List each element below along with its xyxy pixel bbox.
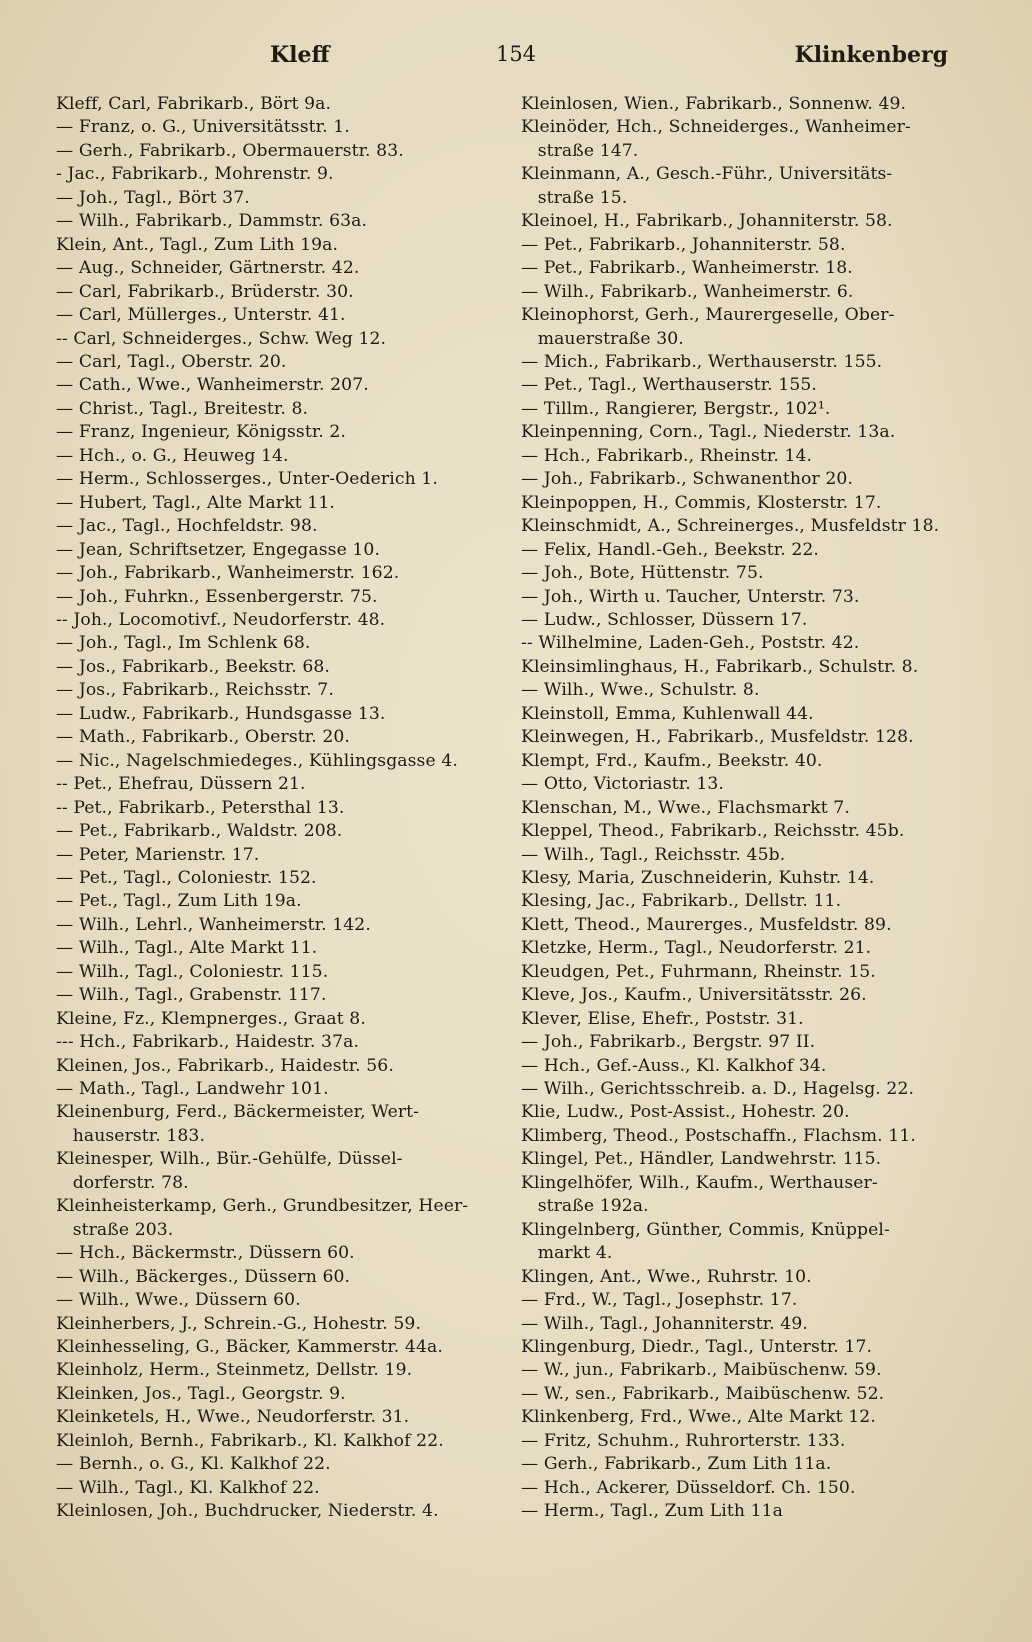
directory-entry: — Joh., Fabrikarb., Wanheimerstr. 162. [56,563,400,584]
directory-entry: Klesing, Jac., Fabrikarb., Dellstr. 11. [521,891,842,912]
directory-entry: -- Pet., Ehefrau, Düssern 21. [56,774,306,795]
directory-entry: Klingelhöfer, Wilh., Kaufm., Werthauser- [521,1172,878,1193]
directory-entry: — Felix, Handl.-Geh., Beekstr. 22. [521,539,819,560]
directory-entry: — Wilh., Wwe., Düssern 60. [56,1290,301,1311]
directory-entry: — Christ., Tagl., Breitestr. 8. [56,398,309,419]
directory-entry: -- Wilhelmine, Laden-Geh., Poststr. 42. [521,633,860,654]
directory-entry: — Math., Fabrikarb., Oberstr. 20. [56,727,350,748]
header-left-keyword: Kleff [270,42,330,68]
directory-entry: — Wilh., Tagl., Coloniestr. 115. [56,961,329,982]
directory-entry: — Cath., Wwe., Wanheimerstr. 207. [56,375,369,396]
directory-entry: — Peter, Marienstr. 17. [56,844,260,865]
directory-entry: — Wilh., Lehrl., Wanheimerstr. 142. [56,914,371,935]
directory-entry: — Joh., Fabrikarb., Schwanenthor 20. [521,469,854,490]
directory-entry: — Hch., o. G., Heuweg 14. [56,445,289,466]
directory-entry: Kleinpenning, Corn., Tagl., Niederstr. 13a. [521,422,896,443]
directory-entry: Klingen, Ant., Wwe., Ruhrstr. 10. [521,1266,812,1287]
directory-entry: — Hch., Ackerer, Düsseldorf. Ch. 150. [521,1477,856,1498]
directory-entry: hauserstr. 183. [56,1125,206,1146]
directory-entry: Kleppel, Theod., Fabrikarb., Reichsstr. 45b. [521,821,905,842]
directory-entry: Kleinen, Jos., Fabrikarb., Haidestr. 56. [56,1055,394,1076]
directory-entry: Klingelnberg, Günther, Commis, Knüppel- [521,1219,890,1240]
directory-entry: Kleinherbers, J., Schrein.-G., Hohestr. 59. [56,1313,422,1334]
directory-entry: — Pet., Fabrikarb., Waldstr. 208. [56,821,343,842]
directory-entry: — Gerh., Fabrikarb., Obermauerstr. 83. [56,140,404,161]
directory-entry: — Franz, Ingenieur, Königsstr. 2. [56,422,346,443]
directory-entry: Kleinenburg, Ferd., Bäckermeister, Wert- [56,1102,420,1123]
directory-entry: — Otto, Victoriastr. 13. [521,774,724,795]
directory-entry: Klingel, Pet., Händler, Landwehrstr. 115. [521,1149,882,1170]
directory-entry: — Joh., Bote, Hüttenstr. 75. [521,563,764,584]
directory-entry: dorferstr. 78. [56,1172,189,1193]
directory-entry: Klett, Theod., Maurerges., Musfeldstr. 89. [521,914,892,935]
directory-entry: — Pet., Fabrikarb., Wanheimerstr. 18. [521,258,853,279]
directory-entry: straße 203. [56,1219,174,1240]
header-right-keyword: Klinkenberg [794,42,948,68]
directory-entry: — Joh., Fabrikarb., Bergstr. 97 II. [521,1032,816,1053]
right-column [521,93,981,1524]
directory-entry: - Jac., Fabrikarb., Mohrenstr. 9. [56,164,334,185]
page-header [52,42,980,76]
directory-entry: — Franz, o. G., Universitätsstr. 1. [56,117,350,138]
directory-entry: Kletzke, Herm., Tagl., Neudorferstr. 21. [521,938,872,959]
directory-entry: straße 192a. [521,1196,649,1217]
directory-entry: — Bernh., o. G., Kl. Kalkhof 22. [56,1454,331,1475]
directory-entry: Kleinstoll, Emma, Kuhlenwall 44. [521,703,814,724]
directory-entry: Kleinheisterkamp, Gerh., Grundbesitzer, Heer- [56,1196,469,1217]
directory-entry: Kleudgen, Pet., Fuhrmann, Rheinstr. 15. [521,961,876,982]
directory-entry: — Carl, Müllerges., Unterstr. 41. [56,305,346,326]
directory-entry: — Nic., Nagelschmiedeges., Kühlingsgasse 4. [56,750,458,771]
directory-entry: Klenschan, M., Wwe., Flachsmarkt 7. [521,797,850,818]
directory-entry: — Herm., Tagl., Zum Lith 11a [521,1501,784,1522]
directory-entry: — Wilh., Bäckerges., Düssern 60. [56,1266,351,1287]
directory-entry: Kleinesper, Wilh., Bür.-Gehülfe, Düssel- [56,1149,403,1170]
directory-entry: Klie, Ludw., Post-Assist., Hohestr. 20. [521,1102,850,1123]
directory-entry: — Ludw., Fabrikarb., Hundsgasse 13. [56,703,386,724]
directory-entry: Klimberg, Theod., Postschaffn., Flachsm. 11. [521,1125,916,1146]
left-column [56,93,496,1524]
directory-entry: -- Pet., Fabrikarb., Petersthal 13. [56,797,345,818]
directory-entry: Kleve, Jos., Kaufm., Universitätsstr. 26. [521,985,867,1006]
directory-entry: — Jac., Tagl., Hochfeldstr. 98. [56,516,318,537]
directory-entry: Kleinloh, Bernh., Fabrikarb., Kl. Kalkhof 22. [56,1430,444,1451]
directory-entry: — Jean, Schriftsetzer, Engegasse 10. [56,539,381,560]
directory-entry: — Pet., Tagl., Coloniestr. 152. [56,867,317,888]
directory-entry: mauerstraße 30. [521,328,684,349]
directory-entry: Kleinsimlinghaus, H., Fabrikarb., Schulstr. 8. [521,656,919,677]
directory-entry: Kleinöder, Hch., Schneiderges., Wanheimer- [521,117,911,138]
directory-entry: Kleinpoppen, H., Commis, Klosterstr. 17. [521,492,882,513]
directory-entry: Kleinlosen, Wien., Fabrikarb., Sonnenw. 49. [521,94,907,114]
directory-entry: — Joh., Fuhrkn., Essenbergerstr. 75. [56,586,378,607]
directory-entry: — Joh., Tagl., Bört 37. [56,187,250,208]
directory-entry: — Tillm., Rangierer, Bergstr., 102¹. [521,398,831,419]
directory-entry: — Gerh., Fabrikarb., Zum Lith 11a. [521,1454,832,1475]
directory-entry: — Carl, Fabrikarb., Brüderstr. 30. [56,281,354,302]
directory-entry: — Jos., Fabrikarb., Beekstr. 68. [56,656,330,677]
directory-entry: — Wilh., Gerichtsschreib. a. D., Hagelsg. 22. [521,1079,915,1100]
directory-entry: Kleinmann, A., Gesch.-Führ., Universitäts- [521,164,893,185]
directory-entry: Klesy, Maria, Zuschneiderin, Kuhstr. 14. [521,867,875,888]
directory-entry: — Herm., Schlosserges., Unter-Oederich 1. [56,469,438,490]
directory-entry: — Wilh., Tagl., Johanniterstr. 49. [521,1313,808,1334]
directory-entry: — Fritz, Schuhm., Ruhrorterstr. 133. [521,1430,846,1451]
directory-entry: Kleinhesseling, G., Bäcker, Kammerstr. 44a. [56,1337,443,1358]
directory-entry: — Ludw., Schlosser, Düssern 17. [521,609,808,630]
directory-entry: Klever, Elise, Ehefr., Poststr. 31. [521,1008,804,1029]
directory-entry: — Wilh., Tagl., Grabenstr. 117. [56,985,327,1006]
directory-entry: — Hubert, Tagl., Alte Markt 11. [56,492,335,513]
directory-entry: — Wilh., Tagl., Alte Markt 11. [56,938,318,959]
directory-entry: Klinkenberg, Frd., Wwe., Alte Markt 12. [521,1407,876,1428]
directory-entry: Kleinwegen, H., Fabrikarb., Musfeldstr. 128. [521,727,914,748]
directory-entry: — Joh., Tagl., Im Schlenk 68. [56,633,311,654]
directory-entry: markt 4. [521,1243,613,1264]
directory-entry: straße 15. [521,187,628,208]
directory-entry: — Wilh., Wwe., Schulstr. 8. [521,680,760,701]
directory-entry: — Wilh., Fabrikarb., Dammstr. 63a. [56,211,368,232]
directory-entry: — Frd., W., Tagl., Josephstr. 17. [521,1290,798,1311]
directory-entry: -- Carl, Schneiderges., Schw. Weg 12. [56,328,387,349]
directory-entry: -- Joh., Locomotivf., Neudorferstr. 48. [56,609,386,630]
directory-entry: — Wilh., Tagl., Reichsstr. 45b. [521,844,786,865]
directory-entry: Kleinken, Jos., Tagl., Georgstr. 9. [56,1383,346,1404]
directory-entry: — Jos., Fabrikarb., Reichsstr. 7. [56,680,334,701]
directory-entry: — Aug., Schneider, Gärtnerstr. 42. [56,258,360,279]
directory-entry: — Pet., Tagl., Zum Lith 19a. [56,891,302,912]
directory-entry: straße 147. [521,140,639,161]
directory-entry: Kleinschmidt, A., Schreinerges., Musfeldstr 18. [521,516,940,537]
directory-entry: Kleinlosen, Joh., Buchdrucker, Niederstr. 4. [56,1501,439,1522]
directory-entry: Kleinoel, H., Fabrikarb., Johanniterstr. 58. [521,211,893,232]
directory-entry: — Hch., Fabrikarb., Rheinstr. 14. [521,445,813,466]
directory-entry: — Mich., Fabrikarb., Werthauserstr. 155. [521,351,883,372]
directory-entry: — Hch., Bäckermstr., Düssern 60. [56,1243,355,1264]
directory-entry: --- Hch., Fabrikarb., Haidestr. 37a. [56,1032,360,1053]
directory-entry: — Wilh., Tagl., Kl. Kalkhof 22. [56,1477,320,1498]
directory-entry: Kleine, Fz., Klempnerges., Graat 8. [56,1008,366,1029]
directory-entry: Kleinophorst, Gerh., Maurergeselle, Ober- [521,305,895,326]
directory-entry: Klingenburg, Diedr., Tagl., Unterstr. 17. [521,1337,873,1358]
directory-entry: — Pet., Tagl., Werthauserstr. 155. [521,375,817,396]
directory-entry: Kleinketels, H., Wwe., Neudorferstr. 31. [56,1407,410,1428]
directory-entry: — W., jun., Fabrikarb., Maibüschenw. 59. [521,1360,882,1381]
directory-entry: — Carl, Tagl., Oberstr. 20. [56,351,287,372]
page-number: 154 [495,42,537,66]
directory-entry: — W., sen., Fabrikarb., Maibüschenw. 52. [521,1383,885,1404]
directory-entry: — Math., Tagl., Landwehr 101. [56,1079,329,1100]
directory-entry: — Pet., Fabrikarb., Johanniterstr. 58. [521,234,846,255]
directory-entry: Kleinholz, Herm., Steinmetz, Dellstr. 19. [56,1360,413,1381]
directory-entry: Klempt, Frd., Kaufm., Beekstr. 40. [521,750,823,771]
directory-entry: — Hch., Gef.-Auss., Kl. Kalkhof 34. [521,1055,827,1076]
directory-entry: Klein, Ant., Tagl., Zum Lith 19a. [56,234,339,255]
directory-entry: Kleff, Carl, Fabrikarb., Bört 9a. [56,94,332,114]
directory-entry: — Joh., Wirth u. Taucher, Unterstr. 73. [521,586,860,607]
directory-entry: — Wilh., Fabrikarb., Wanheimerstr. 6. [521,281,854,302]
